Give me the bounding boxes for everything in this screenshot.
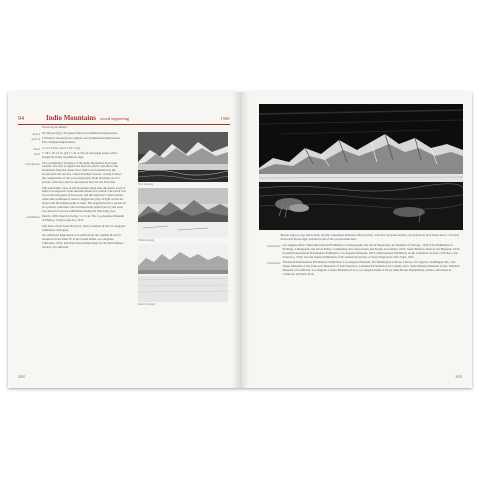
gutter-shadow bbox=[232, 92, 240, 388]
figure-caption: First drawing bbox=[138, 183, 153, 186]
entry-label bbox=[18, 225, 42, 233]
mountain-engraving-image bbox=[138, 132, 228, 182]
catalog-entries bbox=[18, 126, 126, 252]
entry-text: Two preliminary drawings of the Indio Mountains have been located. The first is signed and dated in pencil, and shows the mountains from the desert floor with rock formations in the foreground; the second, a more finished version, closely follows the composition of the wood engraving. Both drawings are in a private collection and are reproduced here for the first time. bbox=[42, 160, 122, 185]
mountain-drawing-image bbox=[138, 188, 228, 238]
entry-text: This panoramic view of the mountain range near the desert town of Indio was engraved from sketches made on location. The block was cut on the end grain of boxwood, and the engraver's characteristic white-line technique is used to suggest the play of light across the slopes and the distant peaks at dusk. The original block is preserved in a private collection, and an impression pulled later by the artist was shown at several exhibitions during the following year. bbox=[42, 185, 126, 213]
entry-label: state II bbox=[31, 137, 40, 142]
right-page-text bbox=[259, 234, 463, 278]
entry-text: Los Angeles Print. Third International Exhibition of Lithography and Wood Engraving, Art Institute of Chicago, 1930; First Exhibition of Etchings, Lithographs and Wood Prints, Community Arts Association and Fresno Art Gallery, 1931; Santa Barbara; Denver Art Museum, 1932; Seventh International Printmakers Exhibition, Los Angeles Museum, 1933; Ninth Annual Exhibition of the California Society of Etchers, San Francisco, 1934; Second Annual Exhibition of the American Society of Wood Engravers, New York, 1935. bbox=[282, 242, 461, 259]
entry-text: 7 1/8 x 16 1/4 in. (18.1 x 41.3 cm) on laid japan paper, with a margin from the woodblock edge. bbox=[42, 151, 118, 159]
left-page bbox=[8, 92, 241, 388]
catalog-entry bbox=[18, 126, 126, 130]
catalog-entry bbox=[18, 152, 126, 160]
page-subtitle: wood engraving bbox=[100, 116, 130, 121]
catalog-entry bbox=[18, 147, 126, 151]
page-title: Indio Mountains bbox=[46, 114, 96, 122]
entry-label: state I bbox=[32, 131, 40, 136]
entry-label: sheet bbox=[33, 152, 40, 157]
catalog-entry bbox=[18, 234, 126, 250]
figure-caption: Third drawing bbox=[138, 239, 155, 242]
entry-label bbox=[18, 126, 42, 130]
entry-text: Thirteenth International Printmakers Exhibition, Los Angeles Museum; The Huntington Library; Library of Congress, Washington DC; San Diego Museum of Art; Fine Arts Museums of San Francisco, Achenbach Foundation for Graphic Arts; Santa Barbara Museum of Art; Oakland Museum of California; Los Angeles County Museum of Art; Los Angeles Public Library, Rare Books Department; private collections in California and New York. bbox=[282, 260, 460, 276]
page-footer-number: 268 bbox=[18, 374, 25, 379]
pencil-drawing-image bbox=[138, 244, 228, 302]
page-number: 94 bbox=[18, 116, 24, 122]
gutter-shadow bbox=[241, 92, 249, 388]
book-spread bbox=[8, 92, 472, 388]
entry-label: inscriptions bbox=[25, 161, 40, 166]
entry-label bbox=[18, 234, 42, 250]
figure-first-drawing bbox=[138, 132, 228, 186]
entry-text: 150 hand-colored (from original wood) numbered impressions; Five unsigned impressions. bbox=[42, 136, 121, 144]
wood-engraving-plate bbox=[259, 104, 463, 230]
catalog-entry bbox=[18, 225, 126, 233]
entry-text: Pencil, 1930. Pencil drawing, 5 x 11 in. The Los Angeles Museum of History, Science and Art, 1931. bbox=[42, 214, 125, 223]
figure-third-drawing bbox=[138, 188, 228, 242]
entry-label: exhibitions bbox=[266, 243, 281, 248]
catalog-entry bbox=[259, 261, 463, 277]
catalog-entry bbox=[259, 244, 463, 260]
figure-pencil-drawing bbox=[138, 244, 228, 306]
catalog-entry bbox=[18, 132, 126, 136]
right-page bbox=[241, 92, 473, 388]
entry-text: 4 x 13 1/4 in. (10.2 x 33.7 cm) bbox=[42, 145, 80, 150]
page-footer-number: 269 bbox=[455, 374, 462, 379]
entry-label: exhibitions bbox=[26, 215, 40, 220]
entry-text: 30 trial proof(s); 30 signed/titled, and numbered impressions. bbox=[42, 130, 118, 135]
catalog-entry bbox=[18, 215, 126, 223]
entry-label bbox=[18, 187, 42, 214]
catalog-entry bbox=[18, 137, 126, 145]
figure-caption: Pencil drawing bbox=[138, 303, 155, 306]
catalog-entry bbox=[18, 162, 126, 185]
plate-description: Border edges at top and bottom, and the watermark indicates offset (cellar). The first and plate surface, the printed in bold black ink at 1/16 inch from each block edge. A tinted wash of the process indicated. bbox=[280, 233, 459, 241]
entry-label: block bbox=[33, 146, 40, 151]
entry-text: An additional impression was pulled from the original block for inclusion in the Plate IV at the Grand Palais, Los Angeles, California, 1932, and Prize Wood Engravings by the Print Makers Society of California. bbox=[42, 233, 124, 249]
running-head bbox=[18, 114, 230, 125]
work-year: 1930 bbox=[220, 116, 230, 121]
entry-text: Proof on parchment. bbox=[42, 125, 68, 129]
entry-text: The lines of text from the block, from a number of the Los Angeles exhibition catalogues. bbox=[42, 223, 126, 232]
catalog-entry bbox=[18, 187, 126, 214]
entry-label: collections bbox=[267, 261, 281, 266]
